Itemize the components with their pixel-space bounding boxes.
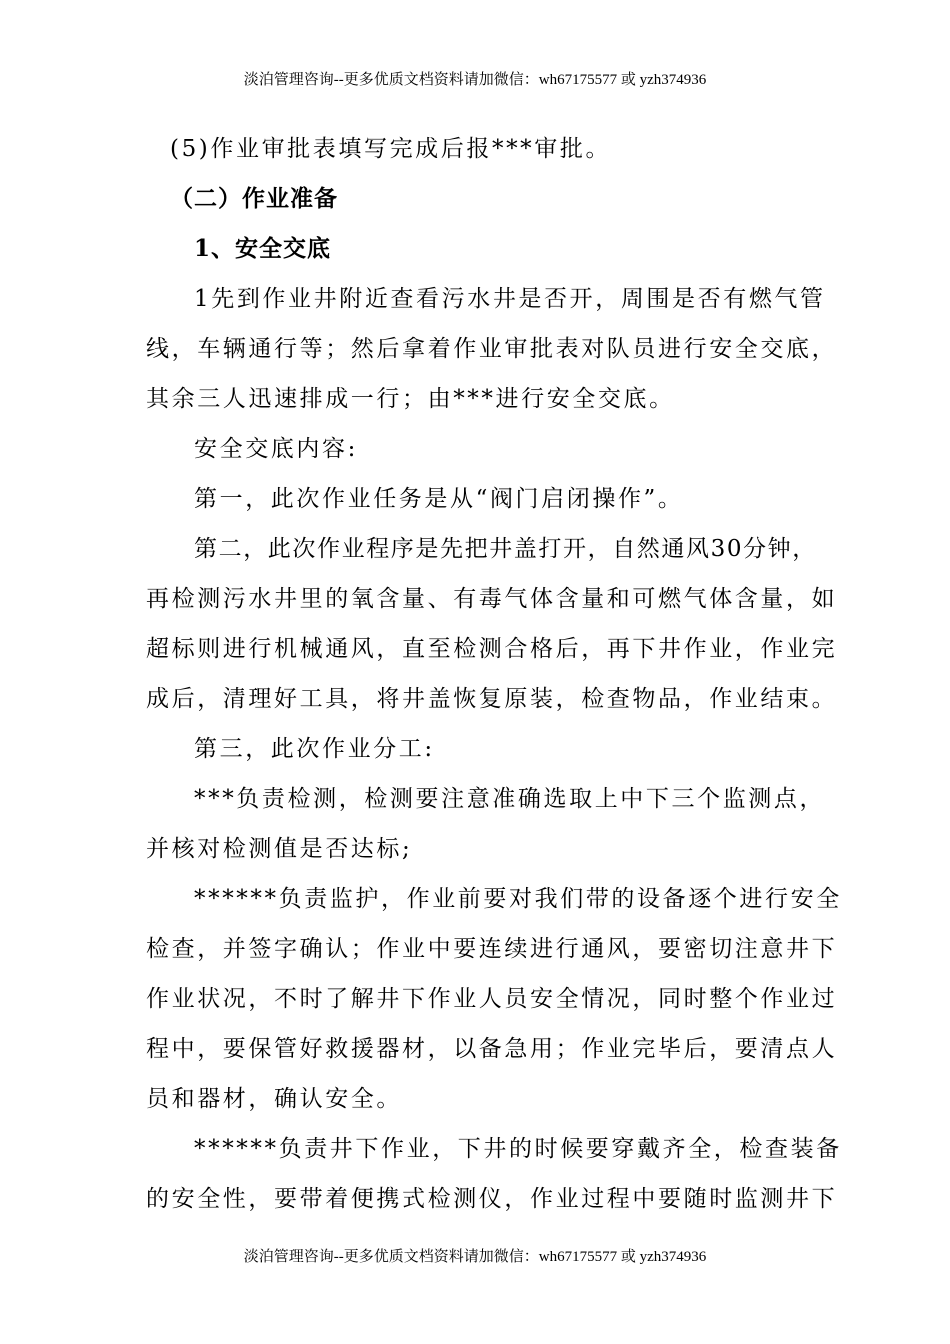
paragraph-4-line-2: 再检测污水井里的氧含量、有毒气体含量和可燃气体含量，如 <box>146 586 838 612</box>
paragraph-7-line-2: 检查，并签字确认；作业中要连续进行通风，要密切注意井下 <box>146 936 838 962</box>
paragraph-7-line-4: 程中，要保管好救援器材，以备急用；作业完毕后，要清点人 <box>146 1036 838 1062</box>
paragraph-6-line-2: 并核对检测值是否达标; <box>146 836 413 862</box>
paragraph-7-line-5: 员和器材，确认安全。 <box>146 1086 402 1112</box>
section-2-heading: （二）作业准备 <box>170 185 338 212</box>
paragraph-6-line-1: ***负责检测，检测要注意准确选取上中下三个监测点， <box>194 786 826 812</box>
paragraph-1-line-1: 1先到作业井附近查看污水井是否开，周围是否有燃气管 <box>194 286 826 312</box>
page-header: 淡泊管理咨询--更多优质文档资料请加微信：wh67175577 或 yzh374936 <box>243 72 707 88</box>
page-footer: 淡泊管理咨询--更多优质文档资料请加微信：wh67175577 或 yzh374936 <box>243 1249 707 1265</box>
paragraph-1-line-2: 线，车辆通行等；然后拿着作业审批表对队员进行安全交底， <box>146 336 838 362</box>
item-5-line: (5)作业审批表填写完成后报***审批。 <box>170 136 612 162</box>
paragraph-1-line-3: 其余三人迅速排成一行；由***进行安全交底。 <box>146 386 675 412</box>
paragraph-2: 安全交底内容: <box>194 436 358 462</box>
paragraph-4-line-1: 第二，此次作业程序是先把井盖打开，自然通风30分钟， <box>194 536 817 562</box>
paragraph-8-line-1: ******负责井下作业，下井的时候要穿戴齐全，检查装备 <box>194 1136 842 1162</box>
paragraph-8-line-2: 的安全性，要带着便携式检测仪，作业过程中要随时监测井下 <box>146 1186 838 1212</box>
paragraph-7-line-3: 作业状况，不时了解井下作业人员安全情况，同时整个作业过 <box>146 986 838 1012</box>
paragraph-4-line-3: 超标则进行机械通风，直至检测合格后，再下井作业，作业完 <box>146 636 838 662</box>
paragraph-4-line-4: 成后，清理好工具，将井盖恢复原装，检查物品，作业结束。 <box>146 686 838 712</box>
paragraph-5: 第三，此次作业分工: <box>194 736 435 762</box>
document-body <box>146 124 846 1224</box>
subsection-1-heading: 1、安全交底 <box>194 235 332 262</box>
paragraph-3: 第一，此次作业任务是从“阀门启闭操作”。 <box>194 486 684 512</box>
paragraph-7-line-1: ******负责监护，作业前要对我们带的设备逐个进行安全 <box>194 886 842 912</box>
